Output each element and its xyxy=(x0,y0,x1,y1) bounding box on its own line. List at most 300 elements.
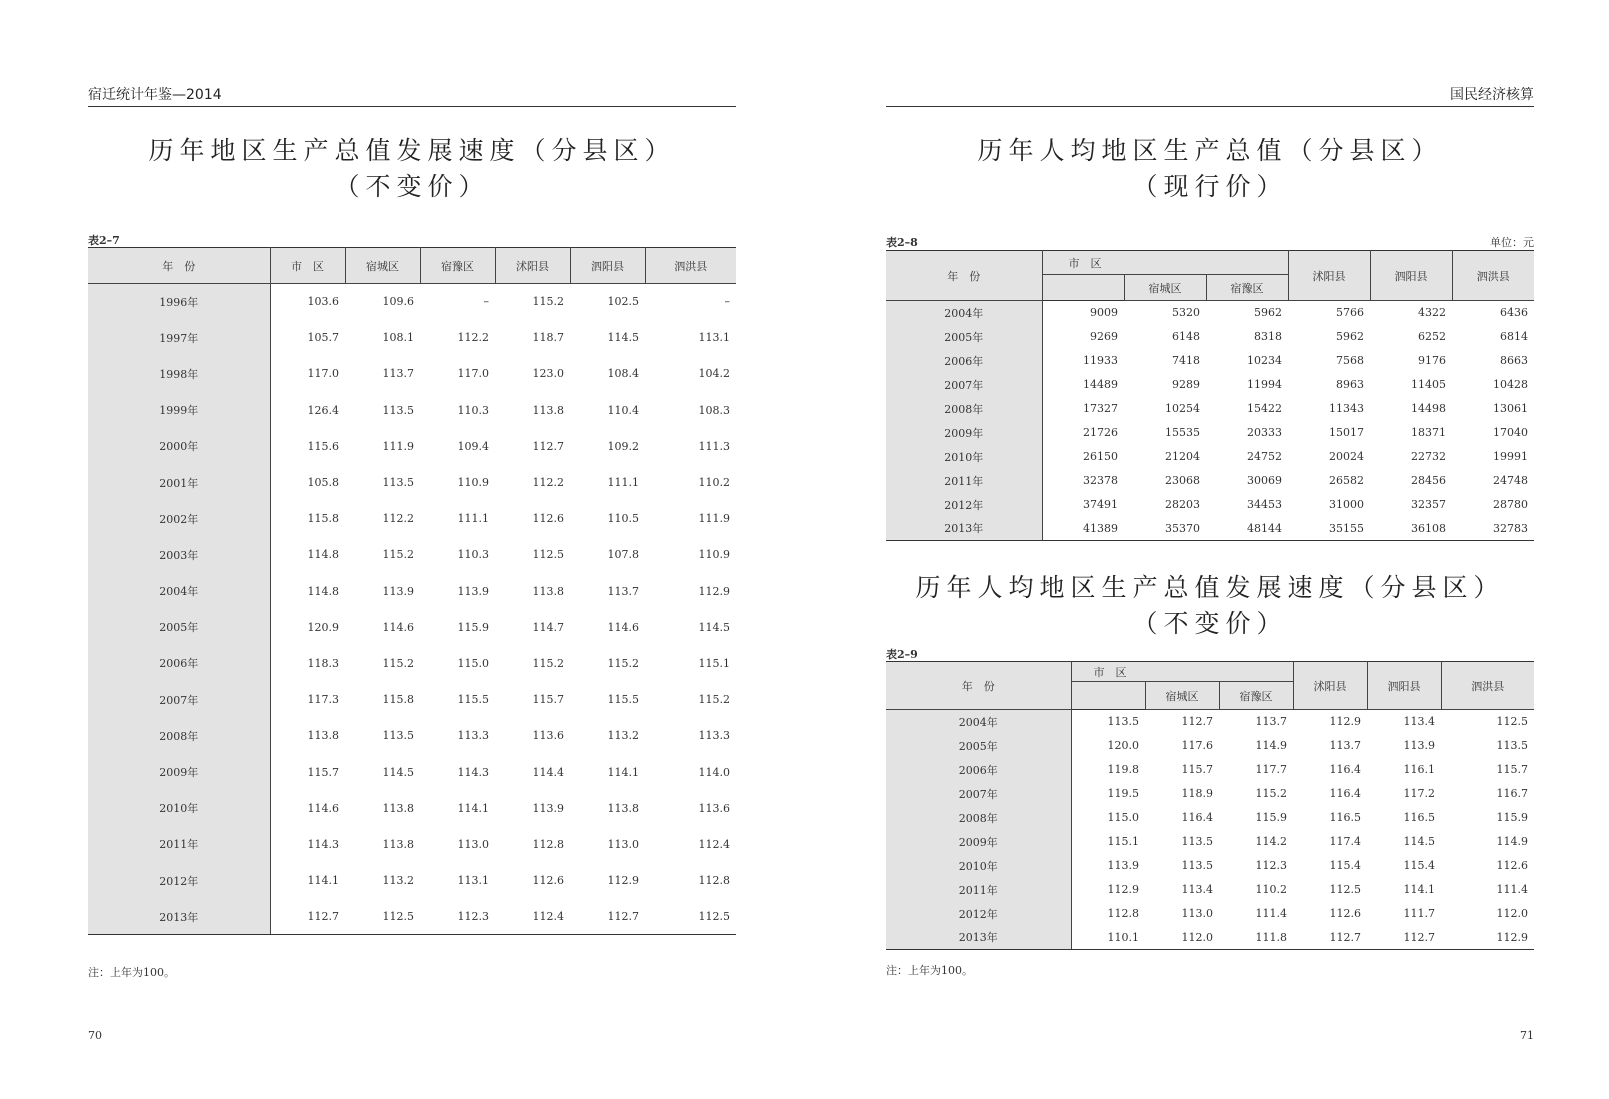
t27-value-cell: 111.9 xyxy=(698,512,730,526)
t27-value-cell: 114.8 xyxy=(307,584,339,598)
table-2-8-title-line2: （现行价） xyxy=(1132,172,1288,201)
t27-value-cell: 113.1 xyxy=(457,874,489,888)
t28-value-cell: 20333 xyxy=(1247,426,1282,439)
t29-year-cell: 2010年 xyxy=(886,854,1071,878)
t28-year-cell: 2009年 xyxy=(886,421,1042,445)
t29-value-cell: 115.4 xyxy=(1403,859,1436,872)
table-row xyxy=(88,754,736,790)
table-2-8 xyxy=(886,250,1534,541)
t27-value-cell: 114.1 xyxy=(457,801,489,815)
table-row xyxy=(886,878,1534,902)
t28-value-cell: 8663 xyxy=(1500,354,1528,367)
page-number-left: 70 xyxy=(88,1029,102,1042)
t29-value-cell: 112.8 xyxy=(1107,907,1139,920)
t27-value-cell: 108.3 xyxy=(698,403,730,417)
t29-value-cell: 113.4 xyxy=(1181,883,1213,896)
t27-value-cell: 113.1 xyxy=(698,331,730,345)
t27-value-cell: 105.8 xyxy=(307,476,339,490)
t27-value-cell: 115.2 xyxy=(698,693,730,707)
table-2-7-title-line2: （不变价） xyxy=(334,172,490,201)
t27-year-cell: 2002年 xyxy=(88,501,270,537)
t27-value-cell: 113.6 xyxy=(532,729,564,743)
t27-year-cell: 2003年 xyxy=(88,537,270,573)
t29-value-cell: 113.9 xyxy=(1107,859,1139,872)
table-row xyxy=(88,428,736,464)
t28-year-cell: 2005年 xyxy=(886,325,1042,349)
table-row xyxy=(88,464,736,500)
t27-value-cell: 110.4 xyxy=(607,403,639,417)
table-row xyxy=(88,645,736,681)
table-row xyxy=(886,806,1534,830)
table-2-9-label: 表2–9 xyxy=(886,648,918,661)
t29-value-cell: 113.0 xyxy=(1181,907,1213,920)
t27-value-cell: 102.5 xyxy=(607,295,639,309)
table-row xyxy=(886,782,1534,806)
table-row xyxy=(88,609,736,645)
t29-value-cell: 111.8 xyxy=(1219,926,1293,950)
t28-value-cell: 31000 xyxy=(1329,498,1364,511)
table-row xyxy=(88,537,736,573)
t29-header-suyu: 宿豫区 xyxy=(1219,682,1293,710)
t29-value-cell: 118.9 xyxy=(1181,787,1213,800)
t28-value-cell: 30069 xyxy=(1247,474,1282,487)
t27-value-cell: 113.5 xyxy=(382,476,414,490)
t27-value-cell: 112.8 xyxy=(532,837,564,851)
t27-year-cell: 2004年 xyxy=(88,573,270,609)
t29-value-cell: 119.8 xyxy=(1107,763,1139,776)
table-row xyxy=(88,899,736,935)
t27-year-cell: 2006年 xyxy=(88,645,270,681)
t27-value-cell: 112.7 xyxy=(270,899,345,935)
t28-value-cell: 5962 xyxy=(1254,306,1282,320)
t27-value-cell: 113.8 xyxy=(532,403,564,417)
t27-value-cell: 114.6 xyxy=(607,620,639,634)
t27-value-cell: 114.8 xyxy=(307,548,339,562)
left-page xyxy=(88,0,736,1099)
t27-value-cell: 115.5 xyxy=(607,693,639,707)
t29-year-cell: 2013年 xyxy=(886,926,1071,950)
t27-value-cell: 112.2 xyxy=(532,476,564,490)
t28-value-cell: 35370 xyxy=(1124,517,1206,541)
t27-year-cell: 2013年 xyxy=(88,899,270,935)
t28-value-cell: 8963 xyxy=(1336,378,1364,391)
t28-year-cell: 2011年 xyxy=(886,469,1042,493)
table-row xyxy=(886,493,1534,517)
t27-value-cell: 115.2 xyxy=(532,295,564,309)
table-row xyxy=(886,517,1534,541)
t27-value-cell: 112.2 xyxy=(382,512,414,526)
table-2-8-unit: 单位：元 xyxy=(1490,236,1534,249)
t29-value-cell: 110.2 xyxy=(1255,883,1288,896)
t27-value-cell: – xyxy=(724,295,730,309)
table-row xyxy=(886,926,1534,950)
t29-value-cell: 117.2 xyxy=(1403,787,1436,800)
t29-value-cell: 111.7 xyxy=(1403,907,1436,920)
t28-header-city: 市 区 xyxy=(1042,251,1288,275)
t27-value-cell: 112.2 xyxy=(457,331,489,345)
t27-value-cell: 112.7 xyxy=(570,899,645,935)
t27-value-cell: 109.6 xyxy=(382,295,414,309)
table-row xyxy=(886,421,1534,445)
t27-value-cell: 114.4 xyxy=(532,765,564,779)
t27-year-cell: 2005年 xyxy=(88,609,270,645)
t27-header-col-6: 泗洪县 xyxy=(645,248,736,284)
t27-header-col-0: 年 份 xyxy=(88,248,270,284)
table-row xyxy=(886,854,1534,878)
t28-value-cell: 41389 xyxy=(1042,517,1124,541)
t29-header-city-blank xyxy=(1071,682,1145,710)
t27-header-col-5: 泗阳县 xyxy=(570,248,645,284)
t27-year-cell: 1999年 xyxy=(88,392,270,428)
t27-value-cell: 112.6 xyxy=(532,512,564,526)
t29-value-cell: 116.5 xyxy=(1329,811,1362,824)
t28-header-siyang: 泗阳县 xyxy=(1370,251,1452,301)
t29-value-cell: 111.4 xyxy=(1255,907,1288,920)
t28-value-cell: 7418 xyxy=(1172,354,1200,367)
t27-value-cell: 112.9 xyxy=(607,874,639,888)
t29-value-cell: 115.2 xyxy=(1255,787,1288,800)
t28-value-cell: 11933 xyxy=(1083,354,1118,367)
t29-value-cell: 114.1 xyxy=(1403,883,1436,896)
t28-value-cell: 10254 xyxy=(1165,402,1200,415)
t27-value-cell: 113.8 xyxy=(532,584,564,598)
t27-year-cell: 1997年 xyxy=(88,320,270,356)
t28-header-sihong: 泗洪县 xyxy=(1452,251,1534,301)
t27-value-cell: 110.3 xyxy=(457,548,489,562)
t29-year-cell: 2011年 xyxy=(886,878,1071,902)
t28-header-suyu: 宿豫区 xyxy=(1206,275,1288,301)
t28-year-cell: 2008年 xyxy=(886,397,1042,421)
running-head-left: 宿迁统计年鉴—2014 xyxy=(88,84,736,107)
t29-value-cell: 114.5 xyxy=(1403,835,1436,848)
t29-value-cell: 113.7 xyxy=(1329,739,1362,752)
table-2-7 xyxy=(88,247,736,935)
t29-value-cell: 115.9 xyxy=(1496,811,1529,824)
t28-value-cell: 11994 xyxy=(1247,378,1282,391)
table-row xyxy=(88,826,736,862)
t27-value-cell: 111.1 xyxy=(607,476,639,490)
table-row xyxy=(886,902,1534,926)
t27-header-col-3: 宿豫区 xyxy=(420,248,495,284)
table-row xyxy=(88,284,736,320)
t27-value-cell: 113.9 xyxy=(532,801,564,815)
table-row xyxy=(886,710,1534,734)
t28-value-cell: 28780 xyxy=(1493,498,1528,511)
t29-value-cell: 119.5 xyxy=(1107,787,1139,800)
table-row xyxy=(886,830,1534,854)
t27-value-cell: 115.2 xyxy=(607,656,639,670)
t28-value-cell: 20024 xyxy=(1329,450,1364,463)
t28-value-cell: 5320 xyxy=(1172,306,1200,320)
t29-value-cell: 113.5 xyxy=(1181,835,1213,848)
t28-header-shuyang: 沭阳县 xyxy=(1288,251,1370,301)
t29-header-shuyang: 沭阳县 xyxy=(1293,662,1367,710)
table-row xyxy=(886,349,1534,373)
t29-value-cell: 117.7 xyxy=(1255,763,1288,776)
t29-value-cell: 116.5 xyxy=(1403,811,1436,824)
t27-value-cell: 114.1 xyxy=(607,765,639,779)
t28-value-cell: 36108 xyxy=(1370,517,1452,541)
t29-value-cell: 113.5 xyxy=(1181,859,1213,872)
t29-value-cell: 117.4 xyxy=(1329,835,1362,848)
t27-value-cell: 115.8 xyxy=(382,693,414,707)
t28-value-cell: 4322 xyxy=(1418,306,1446,320)
t29-header-city: 市 区 xyxy=(1071,662,1293,682)
t28-value-cell: 19991 xyxy=(1493,450,1528,463)
t28-value-cell: 26150 xyxy=(1083,450,1118,463)
t27-value-cell: 112.6 xyxy=(532,874,564,888)
t27-value-cell: 115.0 xyxy=(457,656,489,670)
t27-value-cell: 110.9 xyxy=(698,548,730,562)
t29-value-cell: 111.4 xyxy=(1496,883,1529,896)
table-row xyxy=(886,734,1534,758)
t27-value-cell: 118.7 xyxy=(532,331,564,345)
t27-value-cell: 113.5 xyxy=(382,729,414,743)
t27-header-col-4: 沭阳县 xyxy=(495,248,570,284)
t28-value-cell: 26582 xyxy=(1329,474,1364,487)
t28-value-cell: 10428 xyxy=(1493,378,1528,391)
t28-value-cell: 21726 xyxy=(1083,426,1118,439)
t27-value-cell: 114.6 xyxy=(382,620,414,634)
t27-value-cell: 115.6 xyxy=(307,439,339,453)
t27-value-cell: 117.0 xyxy=(457,367,489,381)
table-row xyxy=(88,356,736,392)
t27-value-cell: 114.6 xyxy=(307,801,339,815)
t27-value-cell: 109.4 xyxy=(457,439,489,453)
table-row xyxy=(886,325,1534,349)
table-row xyxy=(88,863,736,899)
t29-value-cell: 115.1 xyxy=(1107,835,1139,848)
t28-value-cell: 6436 xyxy=(1500,306,1528,320)
table-2-7-note: 注：上年为100。 xyxy=(88,966,175,979)
t27-value-cell: 114.1 xyxy=(307,874,339,888)
t29-value-cell: 114.9 xyxy=(1496,835,1529,848)
t27-value-cell: 115.5 xyxy=(457,693,489,707)
t29-value-cell: 112.6 xyxy=(1329,907,1362,920)
t29-value-cell: 112.7 xyxy=(1367,926,1441,950)
t27-value-cell: 115.2 xyxy=(532,656,564,670)
t27-value-cell: 112.5 xyxy=(345,899,420,935)
table-row xyxy=(88,573,736,609)
t27-value-cell: 114.5 xyxy=(607,331,639,345)
right-page xyxy=(886,0,1534,1099)
t27-value-cell: 111.1 xyxy=(457,512,489,526)
t27-value-cell: 113.7 xyxy=(607,584,639,598)
t27-value-cell: 115.7 xyxy=(307,765,339,779)
t28-value-cell: 18371 xyxy=(1411,426,1446,439)
t29-value-cell: 117.6 xyxy=(1181,739,1213,752)
t27-value-cell: 120.9 xyxy=(307,620,339,634)
table-2-8-label: 表2–8 xyxy=(886,236,918,249)
t29-value-cell: 112.0 xyxy=(1496,907,1529,920)
t27-value-cell: 108.1 xyxy=(382,331,414,345)
t28-value-cell: 32783 xyxy=(1452,517,1534,541)
t27-value-cell: 115.9 xyxy=(457,620,489,634)
table-row xyxy=(88,392,736,428)
t28-value-cell: 28203 xyxy=(1165,498,1200,511)
t27-value-cell: 112.5 xyxy=(645,899,736,935)
t29-year-cell: 2012年 xyxy=(886,902,1071,926)
t27-value-cell: 113.2 xyxy=(607,729,639,743)
t29-header-siyang: 泗阳县 xyxy=(1367,662,1441,710)
table-2-9-note: 注：上年为100。 xyxy=(886,964,973,977)
t28-year-cell: 2013年 xyxy=(886,517,1042,541)
t28-value-cell: 35155 xyxy=(1288,517,1370,541)
page-number-right: 71 xyxy=(1520,1029,1534,1042)
t27-value-cell: 111.3 xyxy=(698,439,730,453)
t28-value-cell: 22732 xyxy=(1411,450,1446,463)
t27-value-cell: 112.9 xyxy=(698,584,730,598)
t29-value-cell: 112.7 xyxy=(1181,715,1213,729)
t27-value-cell: 110.3 xyxy=(457,403,489,417)
table-2-9 xyxy=(886,661,1534,950)
t27-value-cell: 113.0 xyxy=(607,837,639,851)
t29-year-cell: 2007年 xyxy=(886,782,1071,806)
t27-value-cell: 114.3 xyxy=(307,837,339,851)
table-2-8-title-line1: 历年人均地区生产总值（分县区） xyxy=(977,136,1443,165)
t27-value-cell: 113.9 xyxy=(382,584,414,598)
t28-value-cell: 24752 xyxy=(1247,450,1282,463)
table-row xyxy=(886,445,1534,469)
t29-value-cell: 112.7 xyxy=(1293,926,1367,950)
t28-value-cell: 28456 xyxy=(1411,474,1446,487)
t28-year-cell: 2006年 xyxy=(886,349,1042,373)
t29-value-cell: 115.9 xyxy=(1255,811,1288,824)
t28-value-cell: 24748 xyxy=(1493,474,1528,487)
table-row xyxy=(88,682,736,718)
t27-year-cell: 2010年 xyxy=(88,790,270,826)
t28-value-cell: 9009 xyxy=(1090,306,1118,320)
t27-value-cell: 113.2 xyxy=(382,874,414,888)
t27-value-cell: 110.2 xyxy=(698,476,730,490)
t29-value-cell: 112.6 xyxy=(1496,859,1529,872)
t29-value-cell: 112.5 xyxy=(1329,883,1362,896)
t27-value-cell: 113.9 xyxy=(457,584,489,598)
t27-value-cell: 114.5 xyxy=(382,765,414,779)
t29-value-cell: 114.9 xyxy=(1255,739,1288,752)
t27-value-cell: 117.0 xyxy=(307,367,339,381)
t28-year-cell: 2012年 xyxy=(886,493,1042,517)
t29-value-cell: 110.1 xyxy=(1071,926,1145,950)
t29-value-cell: 116.7 xyxy=(1496,787,1529,800)
t29-value-cell: 112.9 xyxy=(1107,883,1139,896)
t28-header-suchen: 宿城区 xyxy=(1124,275,1206,301)
table-row xyxy=(886,373,1534,397)
t27-value-cell: 115.8 xyxy=(307,512,339,526)
t27-value-cell: 115.2 xyxy=(382,656,414,670)
t29-value-cell: 113.9 xyxy=(1403,739,1436,752)
table-2-7-title xyxy=(88,133,736,205)
table-2-9-title xyxy=(886,570,1534,642)
t27-value-cell: 118.3 xyxy=(307,656,339,670)
t28-value-cell: 14489 xyxy=(1083,378,1118,391)
t27-value-cell: 114.3 xyxy=(457,765,489,779)
t27-value-cell: 117.3 xyxy=(307,693,339,707)
t27-year-cell: 2009年 xyxy=(88,754,270,790)
t28-value-cell: 34453 xyxy=(1247,498,1282,511)
t27-value-cell: 113.5 xyxy=(382,403,414,417)
t27-value-cell: 115.2 xyxy=(382,548,414,562)
table-row xyxy=(88,718,736,754)
t28-value-cell: 15535 xyxy=(1165,426,1200,439)
t28-value-cell: 10234 xyxy=(1247,354,1282,367)
t27-header-col-2: 宿城区 xyxy=(345,248,420,284)
t29-value-cell: 120.0 xyxy=(1107,739,1139,752)
t27-value-cell: 113.8 xyxy=(382,801,414,815)
t28-value-cell: 6814 xyxy=(1500,330,1528,343)
t27-year-cell: 2008年 xyxy=(88,718,270,754)
t28-value-cell: 11343 xyxy=(1329,402,1364,415)
t29-value-cell: 113.4 xyxy=(1403,715,1436,729)
t29-year-cell: 2005年 xyxy=(886,734,1071,758)
t29-value-cell: 115.4 xyxy=(1329,859,1362,872)
t28-value-cell: 6252 xyxy=(1418,330,1446,343)
t27-value-cell: 115.1 xyxy=(698,656,730,670)
t29-value-cell: 116.4 xyxy=(1181,811,1213,824)
t27-value-cell: 110.5 xyxy=(607,512,639,526)
t28-value-cell: 9289 xyxy=(1172,378,1200,391)
t28-value-cell: 11405 xyxy=(1411,378,1446,391)
t27-value-cell: 112.5 xyxy=(532,548,564,562)
t29-header-sihong: 泗洪县 xyxy=(1441,662,1534,710)
t28-value-cell: 17040 xyxy=(1493,426,1528,439)
t27-value-cell: 110.9 xyxy=(457,476,489,490)
t27-value-cell: 113.6 xyxy=(698,801,730,815)
t28-value-cell: 14498 xyxy=(1411,402,1446,415)
t29-year-cell: 2004年 xyxy=(886,710,1071,734)
t29-header-suchen: 宿城区 xyxy=(1145,682,1219,710)
t27-value-cell: 115.7 xyxy=(532,693,564,707)
t28-year-cell: 2010年 xyxy=(886,445,1042,469)
t27-value-cell: 112.3 xyxy=(420,899,495,935)
table-row xyxy=(886,301,1534,325)
table-2-8-title xyxy=(886,133,1534,205)
t28-value-cell: 6148 xyxy=(1172,330,1200,343)
t29-value-cell: 113.5 xyxy=(1107,715,1139,729)
t27-value-cell: – xyxy=(483,295,489,309)
t28-value-cell: 15422 xyxy=(1247,402,1282,415)
t27-year-cell: 2000年 xyxy=(88,428,270,464)
t29-value-cell: 113.5 xyxy=(1496,739,1529,752)
t27-value-cell: 105.7 xyxy=(307,331,339,345)
t28-year-cell: 2004年 xyxy=(886,301,1042,325)
t28-year-cell: 2007年 xyxy=(886,373,1042,397)
t28-value-cell: 13061 xyxy=(1493,402,1528,415)
t28-value-cell: 9269 xyxy=(1090,330,1118,343)
t27-value-cell: 104.2 xyxy=(698,367,730,381)
t27-value-cell: 112.7 xyxy=(532,439,564,453)
t27-value-cell: 113.8 xyxy=(307,729,339,743)
table-row xyxy=(88,501,736,537)
t27-value-cell: 123.0 xyxy=(532,367,564,381)
t28-value-cell: 37491 xyxy=(1083,498,1118,511)
t28-value-cell: 23068 xyxy=(1165,474,1200,487)
table-2-9-title-line2: （不变价） xyxy=(1132,609,1288,638)
t28-value-cell: 17327 xyxy=(1083,402,1118,415)
t29-value-cell: 116.1 xyxy=(1403,763,1436,776)
t27-year-cell: 2001年 xyxy=(88,464,270,500)
t27-value-cell: 112.4 xyxy=(495,899,570,935)
t28-value-cell: 32357 xyxy=(1411,498,1446,511)
t29-value-cell: 115.0 xyxy=(1107,811,1139,824)
t29-value-cell: 112.9 xyxy=(1329,715,1362,729)
t28-value-cell: 5962 xyxy=(1336,330,1364,343)
table-row xyxy=(88,320,736,356)
t27-header-col-1: 市 区 xyxy=(270,248,345,284)
t27-value-cell: 109.2 xyxy=(607,439,639,453)
t29-value-cell: 113.7 xyxy=(1255,715,1288,729)
t27-value-cell: 114.5 xyxy=(698,620,730,634)
